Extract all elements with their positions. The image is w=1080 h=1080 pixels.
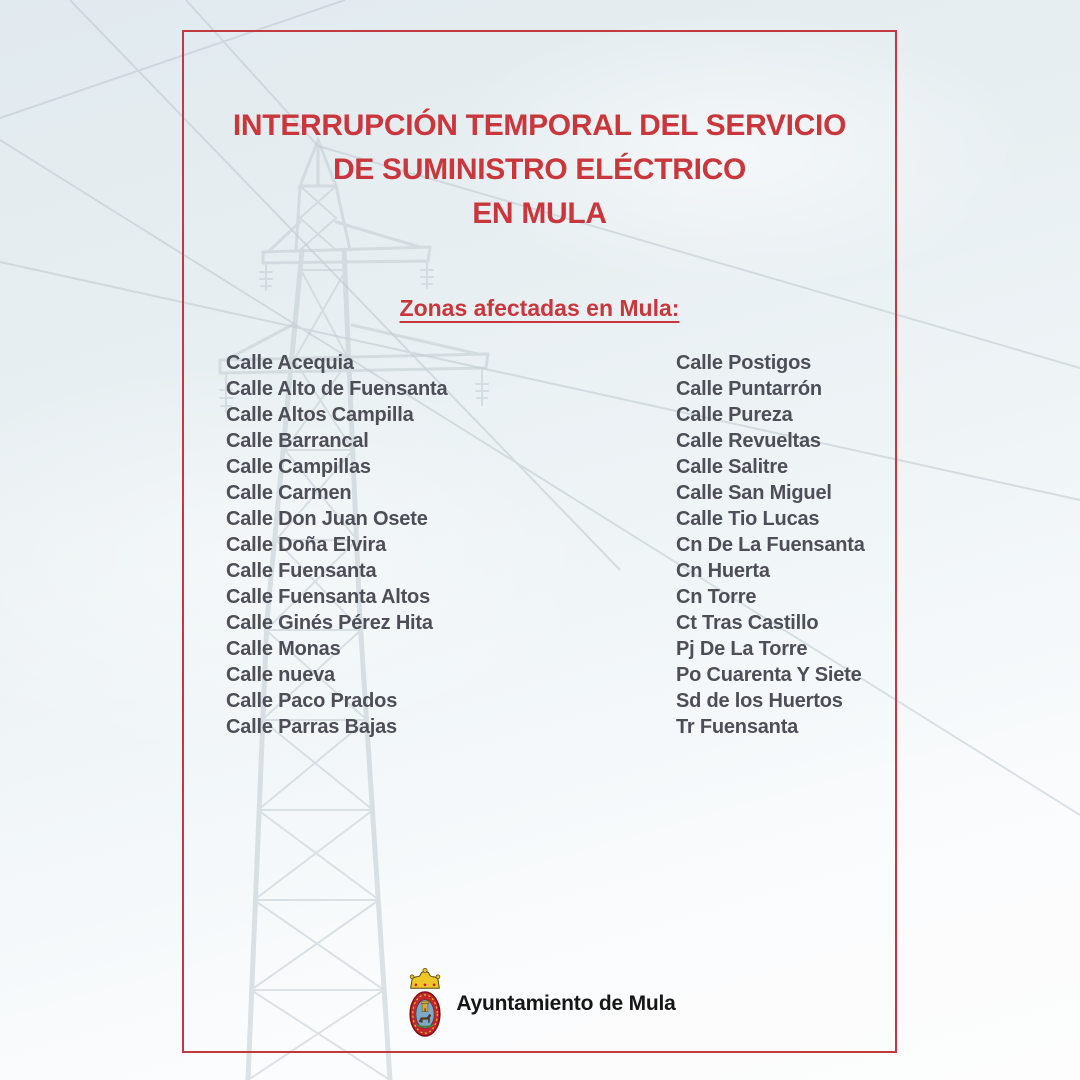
street-item: Tr Fuensanta	[676, 716, 799, 738]
street-item: Calle Postigos	[676, 352, 812, 374]
poster-frame	[182, 30, 897, 1053]
footer-brand-label: Ayuntamiento de Mula	[456, 992, 676, 1015]
footer	[184, 964, 895, 1044]
street-item: Calle Tio Lucas	[676, 508, 820, 530]
street-item: Ct Tras Castillo	[676, 612, 819, 634]
street-item: Pj De La Torre	[676, 638, 808, 660]
street-item: Cn De La Fuensanta	[676, 534, 865, 556]
affected-zones-heading: Zonas afectadas en Mula:	[399, 295, 680, 321]
street-item: Calle Campillas	[226, 456, 371, 478]
street-item: Calle Monas	[226, 638, 341, 660]
street-item: Po Cuarenta Y Siete	[676, 664, 862, 686]
mula-coat-of-arms-icon	[403, 966, 447, 1042]
street-item: Calle Ginés Pérez Hita	[226, 612, 433, 634]
street-item: Calle Paco Prados	[226, 690, 398, 712]
streets-column-left	[226, 350, 447, 740]
street-item: Calle nueva	[226, 664, 335, 686]
street-item: Calle Salitre	[676, 456, 788, 478]
street-item: Calle Puntarrón	[676, 378, 822, 400]
street-item: Calle San Miguel	[676, 482, 832, 504]
street-item: Calle Doña Elvira	[226, 534, 386, 556]
street-item: Cn Huerta	[676, 560, 770, 582]
page-title	[184, 104, 895, 236]
street-item: Calle Revueltas	[676, 430, 821, 452]
street-item: Calle Acequia	[226, 352, 354, 374]
street-item: Calle Don Juan Osete	[226, 508, 428, 530]
street-item: Calle Parras Bajas	[226, 716, 397, 738]
page-title-line: EN MULA	[472, 197, 607, 230]
street-item: Calle Barrancal	[226, 430, 369, 452]
street-item: Calle Carmen	[226, 482, 352, 504]
street-item: Sd de los Huertos	[676, 690, 843, 712]
street-item: Cn Torre	[676, 586, 757, 608]
page-title-line: INTERRUPCIÓN TEMPORAL DEL SERVICIO	[232, 109, 847, 142]
street-item: Calle Pureza	[676, 404, 793, 426]
streets-column-right	[676, 350, 865, 740]
street-item: Calle Fuensanta Altos	[226, 586, 430, 608]
street-item: Calle Altos Campilla	[226, 404, 414, 426]
page-title-line: DE SUMINISTRO ELÉCTRICO	[332, 153, 747, 186]
street-item: Calle Alto de Fuensanta	[226, 378, 448, 400]
street-item: Calle Fuensanta	[226, 560, 377, 582]
